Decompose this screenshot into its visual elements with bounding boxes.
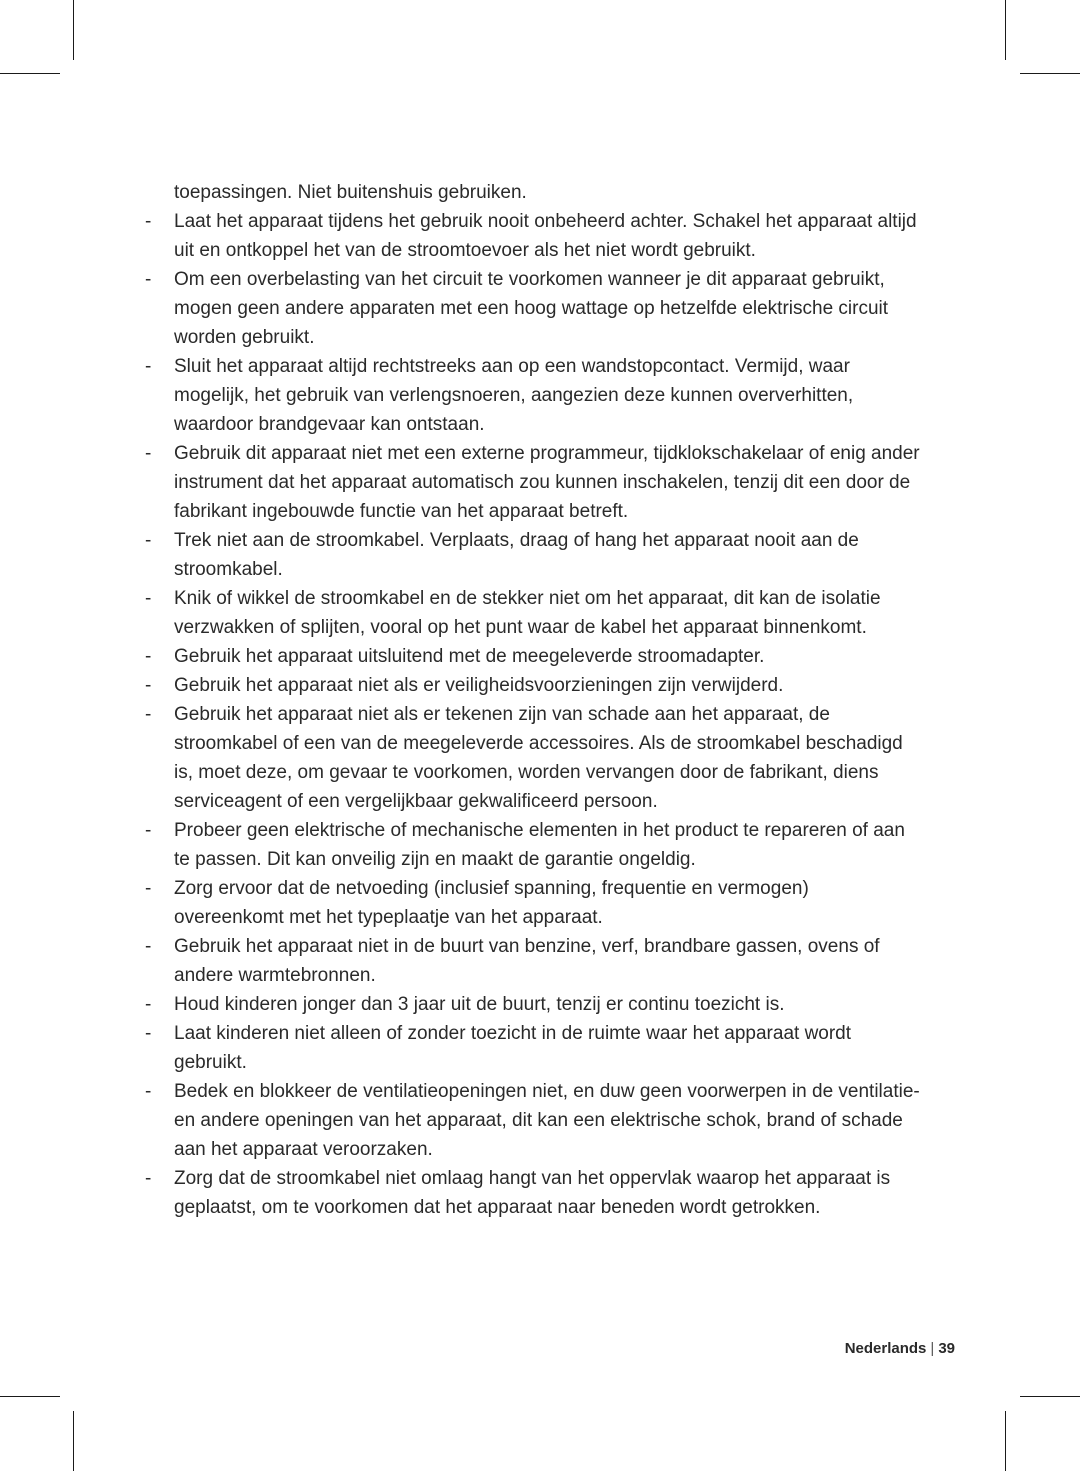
list-item-text: Trek niet aan de stroomkabel. Verplaats, draag of hang het apparaat nooit aan de stroomkabel. (174, 530, 859, 580)
list-item (143, 990, 923, 1019)
list-item (143, 642, 923, 671)
list-item-text: Gebruik het apparaat niet als er veiligheidsvoorzieningen zijn verwijderd. (174, 675, 784, 696)
bullet-dash: - (145, 530, 152, 551)
bullet-dash: - (145, 675, 152, 696)
bullet-dash: - (145, 443, 152, 464)
list-item (143, 352, 923, 439)
list-item-text: Gebruik het apparaat niet als er tekenen zijn van schade aan het apparaat, de stroomkabel of een van de meegeleverde accessoires. Als de stroomkabel beschadigd is, moet deze, om gevaar te voorkomen, worden vervangen door de fabrikant, diens serviceagent of een vergelijkbaar gekwalificeerd persoon. (174, 704, 903, 812)
list-item (143, 700, 923, 816)
bullet-dash: - (145, 820, 152, 841)
list-item-text: Knik of wikkel de stroomkabel en de stekker niet om het apparaat, dit kan de isolatie verzwakken of splijten, vooral op het punt waar de kabel het apparaat binnenkomt. (174, 588, 881, 638)
list-item-text: Bedek en blokkeer de ventilatieopeningen niet, en duw geen voorwerpen in de ventilatie- en andere openingen van het apparaat, dit kan een elektrische schok, brand of schade aan het apparaat veroorzaken. (174, 1081, 920, 1160)
bullet-dash: - (145, 1023, 152, 1044)
list-item (143, 439, 923, 526)
list-item (143, 1077, 923, 1164)
crop-mark-top-right-vertical (1005, 0, 1006, 60)
list-item-text: Probeer geen elektrische of mechanische elementen in het product te repareren of aan te passen. Dit kan onveilig zijn en maakt de garantie ongeldig. (174, 820, 905, 870)
bullet-dash: - (145, 994, 152, 1015)
bullet-dash: - (145, 646, 152, 667)
page-number: 39 (938, 1340, 955, 1357)
footer-separator: | (930, 1340, 935, 1357)
crop-mark-bottom-left-horizontal (0, 1396, 60, 1397)
list-item-text: Sluit het apparaat altijd rechtstreeks aan op een wandstopcontact. Vermijd, waar mogelijk, het gebruik van verlengsnoeren, aangezien deze kunnen oververhitten, waardoor brandgevaar kan ontstaan. (174, 356, 854, 435)
list-item-text: Laat het apparaat tijdens het gebruik nooit onbeheerd achter. Schakel het apparaat altijd uit en ontkoppel het van de stroomtoevoer als het niet wordt gebruikt. (174, 211, 917, 261)
bullet-dash: - (145, 936, 152, 957)
page-footer (845, 1340, 955, 1357)
list-item (143, 874, 923, 932)
bullet-list (143, 207, 923, 1222)
list-item (143, 207, 923, 265)
list-item-text: Laat kinderen niet alleen of zonder toezicht in de ruimte waar het apparaat wordt gebruikt. (174, 1023, 852, 1073)
bullet-dash: - (145, 356, 152, 377)
list-item (143, 265, 923, 352)
crop-mark-bottom-right-horizontal (1020, 1396, 1080, 1397)
list-item-text: Gebruik dit apparaat niet met een externe programmeur, tijdklokschakelaar of enig ander instrument dat het apparaat automatisch zou kunnen inschakelen, tenzij dit een door de fabrikant ingebouwde functie van het apparaat betreft. (174, 443, 920, 522)
bullet-dash: - (145, 269, 152, 290)
bullet-dash: - (145, 588, 152, 609)
bullet-dash: - (145, 1168, 152, 1189)
bullet-dash: - (145, 704, 152, 725)
safety-instructions (143, 178, 923, 1222)
list-item-text: Zorg dat de stroomkabel niet omlaag hangt van het oppervlak waarop het apparaat is geplaatst, om te voorkomen dat het apparaat naar beneden wordt getrokken. (174, 1168, 891, 1218)
bullet-dash: - (145, 1081, 152, 1102)
list-item (143, 1164, 923, 1222)
list-item (143, 526, 923, 584)
crop-mark-bottom-right-vertical (1005, 1411, 1006, 1471)
bullet-dash: - (145, 211, 152, 232)
list-item (143, 584, 923, 642)
list-item (143, 816, 923, 874)
crop-mark-top-left-horizontal (0, 73, 60, 74)
list-item (143, 1019, 923, 1077)
crop-mark-top-right-horizontal (1020, 73, 1080, 74)
list-item-text: Gebruik het apparaat uitsluitend met de meegeleverde stroomadapter. (174, 646, 765, 667)
footer-language: Nederlands (844, 1340, 927, 1357)
list-item-text: Zorg ervoor dat de netvoeding (inclusief spanning, frequentie en vermogen) overeenkomt met het typeplaatje van het apparaat. (174, 878, 809, 928)
crop-mark-bottom-left-vertical (73, 1411, 74, 1471)
bullet-dash: - (145, 878, 152, 899)
intro-line: toepassingen. Niet buitenshuis gebruiken. (174, 182, 527, 203)
crop-mark-top-left-vertical (73, 0, 74, 60)
list-item (143, 932, 923, 990)
list-item (143, 671, 923, 700)
list-item-text: Gebruik het apparaat niet in de buurt van benzine, verf, brandbare gassen, ovens of andere warmtebronnen. (174, 936, 880, 986)
list-item-text: Houd kinderen jonger dan 3 jaar uit de buurt, tenzij er continu toezicht is. (174, 994, 785, 1015)
list-item-text: Om een overbelasting van het circuit te voorkomen wanneer je dit apparaat gebruikt, mogen geen andere apparaten met een hoog wattage op hetzelfde elektrische circuit worden gebruikt. (174, 269, 889, 348)
